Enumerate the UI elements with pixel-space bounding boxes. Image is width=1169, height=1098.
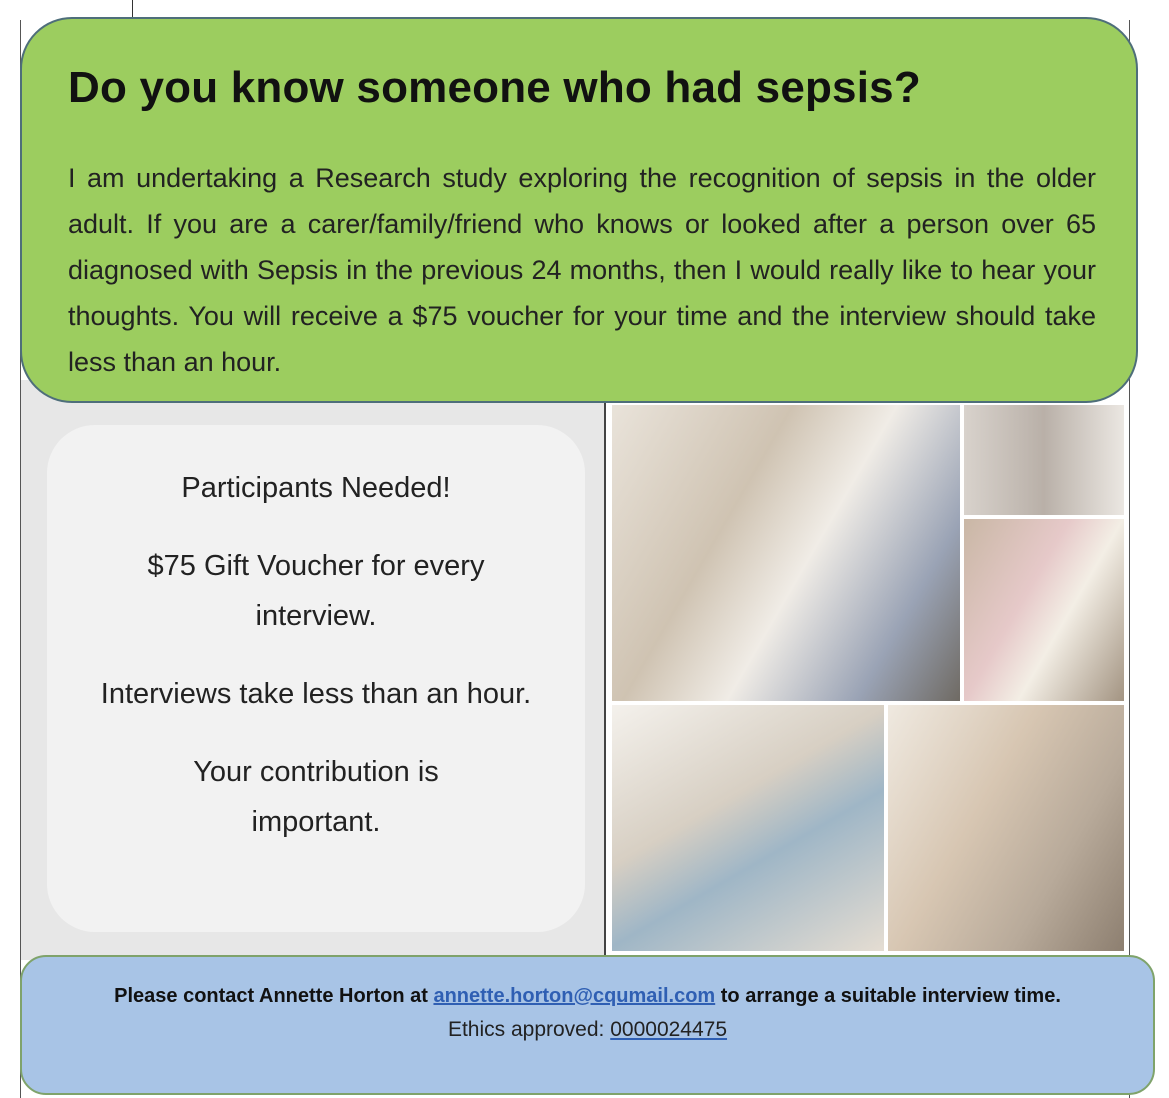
duration-info: Interviews take less than an hour. [100,678,532,710]
photo-elderly-woman [964,405,1124,515]
contact-box [20,955,1155,1095]
header-box [20,17,1138,403]
intro-paragraph: I am undertaking a Research study exploring the recognition of sepsis in the older adult. If you are a carer/family/friend who knows or looked after a person over 65 diagnosed with Sepsis in the previous 24 months, then I would really like to hear your thoughts. You will receive a $75 voucher for your time and the interview should take less than an hour. [68,163,1096,377]
ethics-label: Ethics approved: [447,1018,605,1041]
page-title: Do you know someone who had sepsis? [68,63,921,112]
contribution-info: Your contribution is important. [193,756,439,838]
contact-text [22,957,1153,1013]
photo-woman-serving-tea [612,705,884,951]
photo-woman-and-young-man [964,519,1124,701]
ethics-approval [22,1013,1153,1047]
participants-needed: Participants Needed! [181,472,451,504]
voucher-info: $75 Gift Voucher for every interview. [147,550,485,632]
photo-collage [612,405,1124,951]
ethics-number: 0000024475 [610,1018,728,1041]
contact-prefix: Please contact Annette Horton at [114,985,428,1007]
photo-carer-with-elderly-man [612,405,960,701]
info-box [47,425,585,932]
photo-nurse-with-smiling-man [888,705,1124,951]
contact-suffix: to arrange a suitable interview time. [720,985,1061,1007]
email-link[interactable]: annette.horton@cqumail.com [433,985,716,1007]
